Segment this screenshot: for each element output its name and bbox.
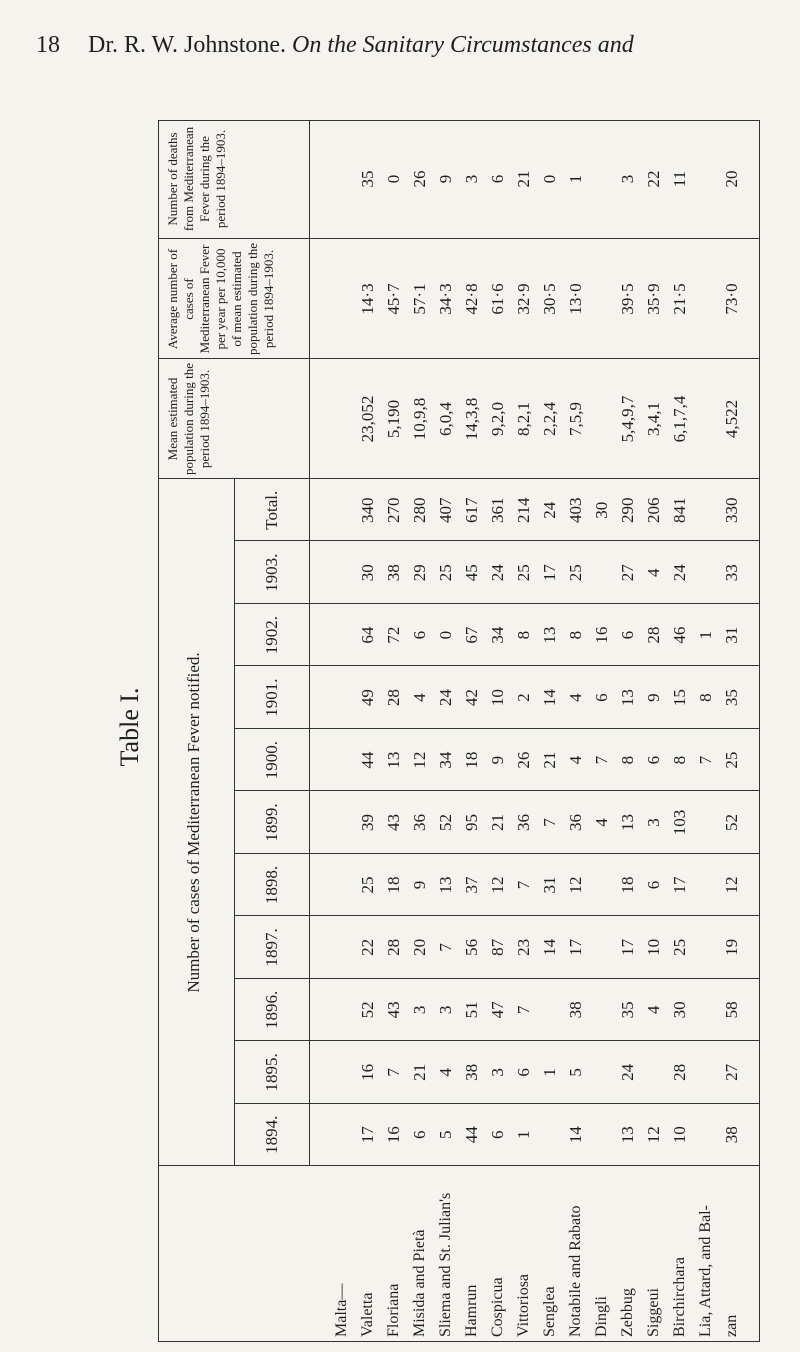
table-cell: 13 (618, 814, 637, 832)
column-header: 1897. (262, 928, 281, 967)
data-table (158, 120, 760, 1342)
table-cell: 7 (436, 943, 455, 952)
table-cell: 2 (514, 693, 533, 702)
table-cell: 19 (722, 938, 741, 956)
table-cell: 4 (592, 818, 611, 827)
column-header: Number of deaths from Mediterranean Fever during the period 1894–1903. (165, 126, 228, 232)
table-cell: 42·8 (462, 283, 481, 315)
table-cell: 17 (540, 564, 559, 582)
table-cell: 6 (592, 693, 611, 702)
rotated-table-block (110, 102, 760, 1352)
row-label: Sliema and St. Julian's (437, 1192, 454, 1337)
table-cell: 42 (462, 689, 481, 707)
table-cell: 0 (540, 174, 559, 184)
table-cell: 23,052 (358, 395, 377, 443)
table-cell: 87 (488, 938, 507, 956)
table-cell: 3,4,1 (644, 402, 663, 436)
table-cell: 7 (540, 818, 559, 827)
table-cell: 28 (384, 938, 403, 956)
table-cell: 12 (410, 751, 429, 769)
table-cell: 24 (436, 689, 455, 707)
table-cell: 17 (670, 876, 689, 894)
table-cell: 5 (566, 1068, 585, 1077)
table-cell: 6,1,7,4 (670, 395, 689, 443)
table-cell: 7 (514, 1005, 533, 1015)
table-cell: 30·5 (540, 283, 559, 315)
table-cell: 10 (670, 1126, 689, 1144)
column-header: 1903. (262, 553, 281, 592)
author-name: Dr. R. W. Johnstone. (88, 32, 287, 58)
table-cell: 407 (436, 497, 455, 523)
table-cell: 17 (618, 938, 637, 956)
table-cell: 361 (488, 497, 507, 523)
column-header: 1895. (262, 1053, 281, 1092)
table-cell: 20 (410, 938, 429, 956)
table-cell: 3 (488, 1068, 507, 1077)
table-cell: 14 (540, 938, 559, 956)
table-cell: 38 (722, 1126, 741, 1144)
table-cell: 46 (670, 626, 689, 644)
table-cell: 28 (644, 626, 663, 644)
table-cell: 617 (462, 497, 481, 523)
column-header: 1899. (262, 803, 281, 842)
table-cell: 35·9 (644, 283, 663, 315)
table-cell: 64 (358, 626, 377, 644)
table-cell: 95 (462, 814, 481, 832)
table-cell: 3 (618, 174, 637, 184)
table-cell: 49 (358, 689, 377, 707)
table-cell: 6 (618, 630, 637, 640)
table-cell: 0 (436, 630, 455, 640)
table-cell: 27 (722, 1063, 741, 1081)
table-cell: 45·7 (384, 283, 403, 315)
table-cell: 340 (358, 497, 377, 523)
row-label: Notabile and Rabato (567, 1205, 584, 1337)
table-cell: 206 (644, 497, 663, 523)
table-cell: 7 (384, 1068, 403, 1077)
row-label: Valetta (359, 1292, 376, 1337)
table-cell: 841 (670, 497, 689, 523)
group-header: Number of cases of Mediterranean Fever notified. (184, 652, 203, 993)
table-cell: 6 (488, 174, 507, 184)
table-cell: 25 (722, 751, 741, 769)
table-cell: 290 (618, 497, 637, 523)
table-cell: 26 (514, 751, 533, 769)
table-cell: 39·5 (618, 283, 637, 315)
table-cell: 18 (462, 751, 481, 769)
table-cell: 25 (670, 938, 689, 956)
table-cell: 3 (436, 1005, 455, 1015)
table-cell: 9 (436, 174, 455, 184)
table-cell: 8 (696, 693, 715, 702)
table-cell: 8 (514, 630, 533, 640)
table-cell: 13 (436, 876, 455, 894)
row-label: Floriana (385, 1283, 402, 1337)
row-label: Misida and Pietà (411, 1229, 428, 1337)
table-cell: 280 (410, 497, 429, 523)
column-header: 1900. (262, 740, 281, 780)
table-cell: 23 (514, 938, 533, 956)
table-cell: 36 (514, 814, 533, 832)
table-cell: 214 (514, 497, 533, 523)
table-cell: 30 (592, 501, 611, 519)
table-cell: 1 (514, 1130, 533, 1140)
table-cell: 6 (644, 880, 663, 890)
table-cell: 18 (384, 876, 403, 894)
table-cell: 6 (514, 1068, 533, 1077)
table-cell: 21 (410, 1063, 429, 1081)
table-cell: 270 (384, 497, 403, 523)
table-cell: 13 (618, 689, 637, 707)
table-cell: 4,522 (722, 399, 741, 439)
column-header: 1902. (262, 616, 281, 655)
table-cell: 22 (358, 938, 377, 956)
table-cell: 14,3,8 (462, 397, 481, 441)
table-cell: 4 (410, 693, 429, 702)
table-cell: 3 (410, 1005, 429, 1015)
table-cell: 330 (722, 497, 741, 523)
table-cell: 17 (566, 938, 585, 956)
table-cell: 12 (722, 876, 741, 894)
table-label: Table I. (115, 687, 144, 767)
table-cell: 25 (358, 876, 377, 894)
table-cell: 4 (566, 755, 585, 765)
row-label: Cospicua (489, 1277, 506, 1337)
header-divider (309, 121, 310, 1166)
table-cell: 8 (670, 755, 689, 765)
table-cell: 37 (462, 876, 481, 894)
table-cell: 3 (644, 818, 663, 827)
table-cell: 34·3 (436, 283, 455, 315)
table-cell: 24 (618, 1063, 637, 1081)
table-cell: 9,2,0 (488, 402, 507, 436)
table-cell: 3 (462, 174, 481, 184)
row-label: Birchirchara (671, 1257, 688, 1337)
table-cell: 57·1 (410, 283, 429, 315)
column-header: Mean estimated population during the period 1894–1903. (165, 363, 212, 475)
table-cell: 18 (618, 876, 637, 894)
row-label: Dingli (593, 1296, 610, 1337)
table-cell: 56 (462, 938, 481, 956)
table-cell: 25 (436, 564, 455, 582)
table-cell: 26 (410, 170, 429, 188)
table-cell: 43 (384, 1001, 403, 1019)
table-cell: 16 (592, 626, 611, 644)
table-cell: 403 (566, 497, 585, 523)
table-cell: 7,5,9 (566, 402, 585, 436)
row-label: Senglea (541, 1286, 558, 1337)
table-cell: 36 (410, 814, 429, 832)
table-cell: 73·0 (722, 283, 741, 315)
table-cell: 7 (696, 755, 715, 765)
table-cell: 10 (488, 689, 507, 707)
table-cell: 11 (670, 170, 689, 188)
row-label: Hamrun (463, 1284, 480, 1337)
running-title (88, 32, 634, 59)
table-cell: 25 (566, 564, 585, 582)
table-cell: 38 (566, 1001, 585, 1019)
column-header: 1896. (262, 990, 281, 1029)
table-cell: 38 (462, 1063, 481, 1081)
table-cell: 4 (566, 693, 585, 702)
column-header: 1901. (262, 678, 281, 717)
table-cell: 0 (384, 174, 403, 184)
table-cell: 9 (644, 693, 663, 702)
table-cell: 72 (384, 626, 403, 644)
table-cell: 16 (384, 1126, 403, 1144)
table-cell: 8 (618, 755, 637, 765)
column-header: Total. (262, 490, 281, 530)
row-label: Lia, Attard, and Bal- (697, 1205, 714, 1337)
table-cell: 35 (618, 1001, 637, 1019)
table-cell: 13·0 (566, 283, 585, 315)
table-cell: 12 (488, 876, 507, 894)
table-cell: 4 (644, 568, 663, 577)
table-cell: 44 (358, 751, 377, 769)
table-cell: 5 (436, 1130, 455, 1140)
table-cell: 14 (566, 1126, 585, 1144)
table-cell: 24 (540, 501, 559, 519)
table-cell: 24 (488, 564, 507, 582)
table-cell: 13 (384, 751, 403, 769)
table-cell: 32·9 (514, 283, 533, 315)
table-cell: 7 (514, 880, 533, 890)
table-cell: 39 (358, 814, 377, 832)
table-cell: 9 (410, 880, 429, 890)
table-cell: 58 (722, 1001, 741, 1019)
table-cell: 14·3 (358, 283, 377, 315)
table-cell: 2,2,4 (540, 402, 559, 436)
table-cell: 34 (436, 751, 455, 769)
table-cell: 6 (644, 755, 663, 765)
table-cell: 1 (540, 1068, 559, 1077)
header-divider (234, 479, 235, 1166)
table-cell: 17 (358, 1126, 377, 1144)
table-cell: 12 (566, 876, 585, 894)
row-label: Zebbug (619, 1288, 636, 1337)
table-cell: 67 (462, 626, 481, 644)
table-cell: 30 (670, 1001, 689, 1019)
column-header: 1898. (262, 865, 281, 905)
table-cell: 9 (488, 755, 507, 765)
table-cell: 29 (410, 564, 429, 582)
table-cell: 31 (722, 626, 741, 644)
table-cell: 6,0,4 (436, 402, 455, 436)
table-cell: 21·5 (670, 283, 689, 315)
table-cell: 27 (618, 564, 637, 582)
table-cell: 10 (644, 938, 663, 956)
table-cell: 14 (540, 689, 559, 707)
table-cell: 13 (618, 1126, 637, 1144)
table-cell: 28 (670, 1063, 689, 1081)
row-label: zan (723, 1314, 740, 1337)
table-cell: 31 (540, 876, 559, 894)
table-cell: 35 (358, 170, 377, 188)
table-cell: 33 (722, 564, 741, 582)
table-cell: 21 (540, 751, 559, 769)
table-cell: 12 (644, 1126, 663, 1144)
table-cell: 22 (644, 170, 663, 188)
table-cell: 8,2,1 (514, 402, 533, 436)
table-cell: 43 (384, 814, 403, 832)
row-label: Malta— (333, 1283, 350, 1337)
table-cell: 5,4,9,7 (618, 395, 637, 443)
table-cell: 21 (514, 170, 533, 188)
table-cell: 13 (540, 626, 559, 644)
row-label: Vittoriosa (515, 1273, 532, 1337)
table-cell: 44 (462, 1126, 481, 1144)
table-cell: 52 (722, 814, 741, 832)
article-title: On the Sanitary Circumstances and (292, 32, 634, 58)
page-header (36, 30, 770, 70)
table-cell: 24 (670, 564, 689, 582)
table-cell: 20 (722, 170, 741, 188)
table-cell: 21 (488, 814, 507, 832)
table-cell: 52 (436, 814, 455, 832)
column-header: Average number of cases of Mediterranean Fever per year per 10,000 of mean estimated population during the period 1894–1903. (165, 243, 276, 355)
table-cell: 28 (384, 689, 403, 707)
table-cell: 35 (722, 689, 741, 707)
row-label: Siggeui (645, 1288, 662, 1337)
table-cell: 52 (358, 1001, 377, 1019)
table-cell: 61·6 (488, 283, 507, 315)
table-cell: 15 (670, 689, 689, 707)
table-cell: 6 (488, 1130, 507, 1140)
table-cell: 38 (384, 564, 403, 582)
table-cell: 1 (566, 174, 585, 184)
table-cell: 6 (410, 630, 429, 640)
table-cell: 16 (358, 1063, 377, 1081)
table-cell: 51 (462, 1001, 481, 1019)
table-cell: 45 (462, 564, 481, 582)
table-cell: 5,190 (384, 399, 403, 439)
table-cell: 4 (644, 1005, 663, 1015)
table-cell: 4 (436, 1068, 455, 1077)
column-header: 1894. (262, 1115, 281, 1154)
table-cell: 6 (410, 1130, 429, 1140)
page-number: 18 (36, 32, 60, 58)
table-cell: 8 (566, 630, 585, 640)
table-cell: 30 (358, 564, 377, 582)
table-cell: 25 (514, 564, 533, 582)
table-cell: 10,9,8 (410, 397, 429, 441)
table-cell: 7 (592, 755, 611, 765)
table-cell: 34 (488, 626, 507, 644)
table-cell: 1 (696, 630, 715, 640)
table-cell: 103 (670, 809, 689, 836)
table-cell: 47 (488, 1001, 507, 1019)
table-cell: 36 (566, 814, 585, 832)
